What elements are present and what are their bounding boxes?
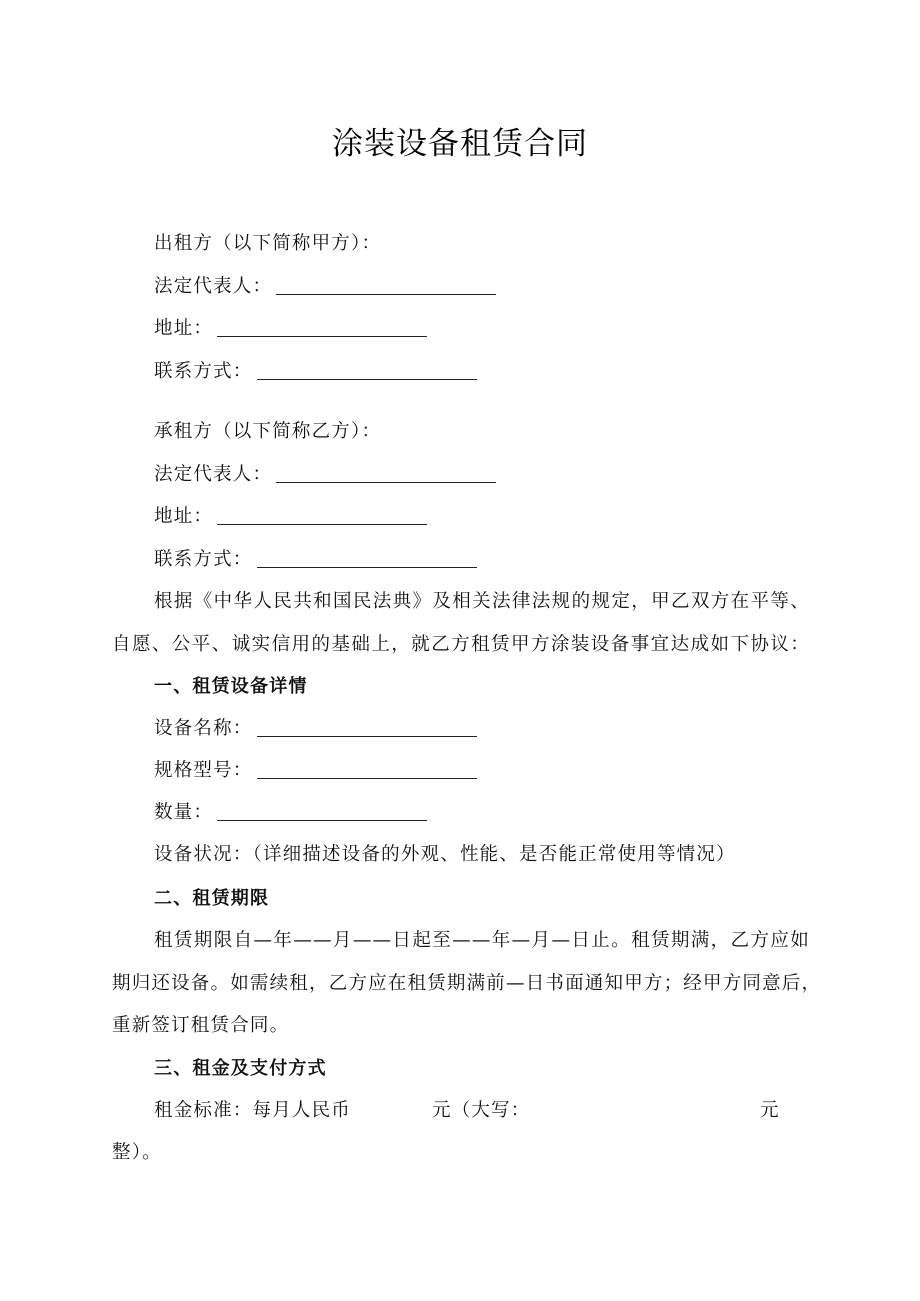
equipment-qty-field[interactable] [217,802,427,821]
lessor-addr-field[interactable] [217,318,427,337]
equipment-name-label: 设备名称： [154,718,253,739]
equipment-status-line: 设备状况：（详细描述设备的外观、性能、是否能正常使用等情况） [154,844,736,865]
section-2-heading: 二、租赁期限 [154,888,270,909]
equipment-name-field[interactable] [257,718,477,737]
lessor-contact-row [154,359,477,385]
lease-term-line-1: 租赁期限自—年——月——日起至——年—月—日止。租赁期满，乙方应如 [154,930,810,951]
rent-standard-part-c: 元 [760,1100,780,1121]
equipment-qty-label: 数量： [154,802,214,823]
lessor-addr-row [154,316,427,342]
lease-term-line-2: 期归还设备。如需续租，乙方应在租赁期满前—日书面通知甲方；经甲方同意后， [112,973,822,994]
section-3-heading: 三、租金及支付方式 [154,1058,327,1079]
lessor-contact-field[interactable] [257,361,477,380]
equipment-model-row [154,758,477,784]
rent-standard-part-b: 元（大写： [432,1100,531,1121]
equipment-model-field[interactable] [257,760,477,779]
lease-term-line-3: 重新签订租赁合同。 [112,1015,290,1036]
lessee-heading: 承租方（以下简称乙方）： [154,421,382,442]
lessee-rep-label: 法定代表人： [154,464,273,485]
lessee-rep-row [154,462,496,488]
rent-standard-part-d: 整）。 [112,1142,162,1163]
lessor-addr-label: 地址： [154,318,214,339]
document-title: 涂装设备租赁合同 [332,126,588,162]
lessee-contact-field[interactable] [257,549,477,568]
equipment-model-label: 规格型号： [154,760,253,781]
lessor-contact-label: 联系方式： [154,361,253,382]
equipment-qty-row [154,800,427,826]
lessor-rep-field[interactable] [276,276,496,295]
lessor-rep-row [154,274,496,300]
rent-standard-part-a: 租金标准：每月人民币 [154,1100,352,1121]
lessor-heading: 出租方（以下简称甲方）： [154,233,382,254]
lessee-contact-label: 联系方式： [154,549,253,570]
intro-line-1: 根据《中华人民共和国民法典》及相关法律法规的规定，甲乙双方在平等、 [154,591,810,612]
section-1-heading: 一、租赁设备详情 [154,676,308,697]
equipment-name-row [154,716,477,742]
intro-line-2: 自愿、公平、诚实信用的基础上，就乙方租赁甲方涂装设备事宜达成如下协议： [112,634,810,655]
lessor-rep-label: 法定代表人： [154,276,273,297]
lessee-rep-field[interactable] [276,464,496,483]
lessee-addr-row [154,504,427,530]
lessee-addr-field[interactable] [217,506,427,525]
lessee-addr-label: 地址： [154,506,214,527]
lessee-contact-row [154,547,477,573]
